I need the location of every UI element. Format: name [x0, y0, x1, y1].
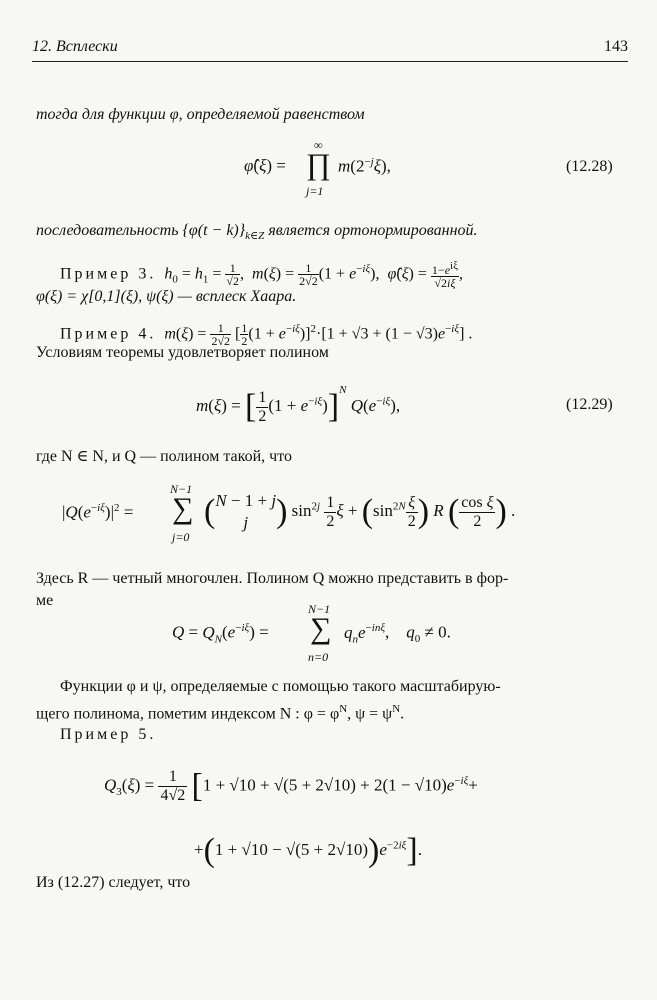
example-3-line: Пример 3. $h_0 = h_1$ = $\frac{1}{√2}$ , m(ξ) = $\frac{1}{2√2}$ $(1 + e^{-i\xi})$, φ̂(ξ) = $\frac{1-e^{i\xi}}{√2i\xi}$ ,: [60, 260, 463, 291]
conditions-line: Условиям теоремы удовлетворяет полином: [36, 344, 329, 361]
running-header: [32, 36, 628, 62]
intro-line: тогда для функции φ, определяемой равенством: [36, 106, 365, 123]
equation-q3-line-1: $Q_3(\xi)$ = $\frac{1}{4√2}$ [$1 + √10 + √(5 + 2√10) + 2(1 - √10)e^{-i\xi}+$: [104, 767, 478, 805]
functions-line-2: щего полинома, пометим индексом N : $\varphi = \varphi^N$, $\psi = \psi^N$.: [36, 703, 405, 723]
here-r-line-2: ме: [36, 592, 54, 609]
example-4-line: Пример 4. m(ξ) = $\frac{1}{2√2}$ [ $\frac{1}{2}$ $(1 + e^{-i\xi})]^2\cdot[1 + √3 + (1 - √3)e^{-i\xi}]$ .: [60, 321, 473, 349]
page-number: 143: [604, 38, 628, 55]
example-3-line-2: φ(ξ) = χ[0,1](ξ), ψ(ξ) — всплеск Хаара.: [36, 288, 297, 305]
equation-q3-line-2: $+(1 + √10 - √(5 + 2√10))e^{-2i\xi}$].: [194, 832, 422, 869]
equation-12-29: m(ξ) = [ $\frac{1}{2}$ $(1 + e^{-i\xi})]^N$ $Q(e^{-i\xi})$,: [196, 384, 401, 426]
functions-line-1: Функции φ и ψ, определяемые с помощью такого масштабирую-: [60, 678, 501, 695]
orthonormal-line: последовательность $\{\varphi(t - k)\}_{k\in Z}$ является ортонормированной.: [36, 222, 478, 243]
here-r-line-1: Здесь R — четный многочлен. Полином Q можно представить в фор-: [36, 570, 509, 587]
example-5-label: Пример 5.: [60, 726, 157, 743]
example-4-label: Пример 4.: [60, 325, 157, 343]
where-line: где N ∈ N, и Q — полином такой, что: [36, 448, 292, 465]
follows-line: Из (12.27) следует, что: [36, 874, 191, 891]
equation-number: (12.29): [566, 396, 613, 413]
equation-number: (12.28): [566, 158, 613, 175]
chapter-title: 12. Всплески: [32, 38, 118, 55]
book-page: 12. Всплески 143 тогда для функции φ, определяемой равенством φ̂(ξ) = ∞ ∏ j=1 $m(2^{-j}\xi)$, (12.28) последовательность $\{\varphi(t - k)\}_{k\in Z}$ является ортонормированной. Пример 3. $h_0 = h_1$ = $\frac{1}{√2}$ , m(ξ) = $\frac{1}{2√2}$ $(1 + e^{-i\xi})$, φ̂(ξ) = $\frac{1-e^{i\xi}}{√2i\xi}$ , φ(ξ) = χ[0,1](ξ), ψ(ξ) — всплеск Хаара. Пример 4. m(ξ) = $\frac{1}{2√2}$ [ $\frac{1}{2}$ $(1 + e^{-i\xi})]^2\cdot[1 + √3 + (1 - √3)e^{-i\xi}]$ . Условиям теоремы удовлетворяет полином m(ξ) = [ $\frac{1}{2}$ $(1 + e^{-i\xi})]^N$ $Q(e^{-i\xi})$, (12.29) где N ∈ N, и Q — полином такой, что $|Q(e^{-i\xi})|^2$ = N−1 ∑ j=0 ( N − 1 + j j ) $\sin^{2j}$ $\frac{1}{2}$ $\xi + (\sin^{2N}$ $\frac{\xi}{2}$ ) R ( $\frac{\text{cos ξ}}{2}$ ) . Здесь R — четный многочлен. Полином Q можно представить в фор- ме $Q = Q_N(e^{-i\xi})$ = N−1 ∑ n=0 $q_ne^{-in\xi}$, $q_0 \ne 0$. Функции φ и ψ, определяемые с помощью такого масштабирую- щего полинома, пометим индексом N : $\varphi = \varphi^N$, $\psi = \psi^N$. Пример 5. $Q_3(\xi)$ = $\frac{1}{4√2}$ [$1 + √10 + √(5 + 2√10) + 2(1 - √10)e^{-i\xi}+$ $+(1 + √10 - √(5 + 2√10))e^{-2i\xi}$]. Из (12.27) следует, что: [0, 0, 657, 1000]
example-3-label: Пример 3.: [60, 265, 157, 283]
